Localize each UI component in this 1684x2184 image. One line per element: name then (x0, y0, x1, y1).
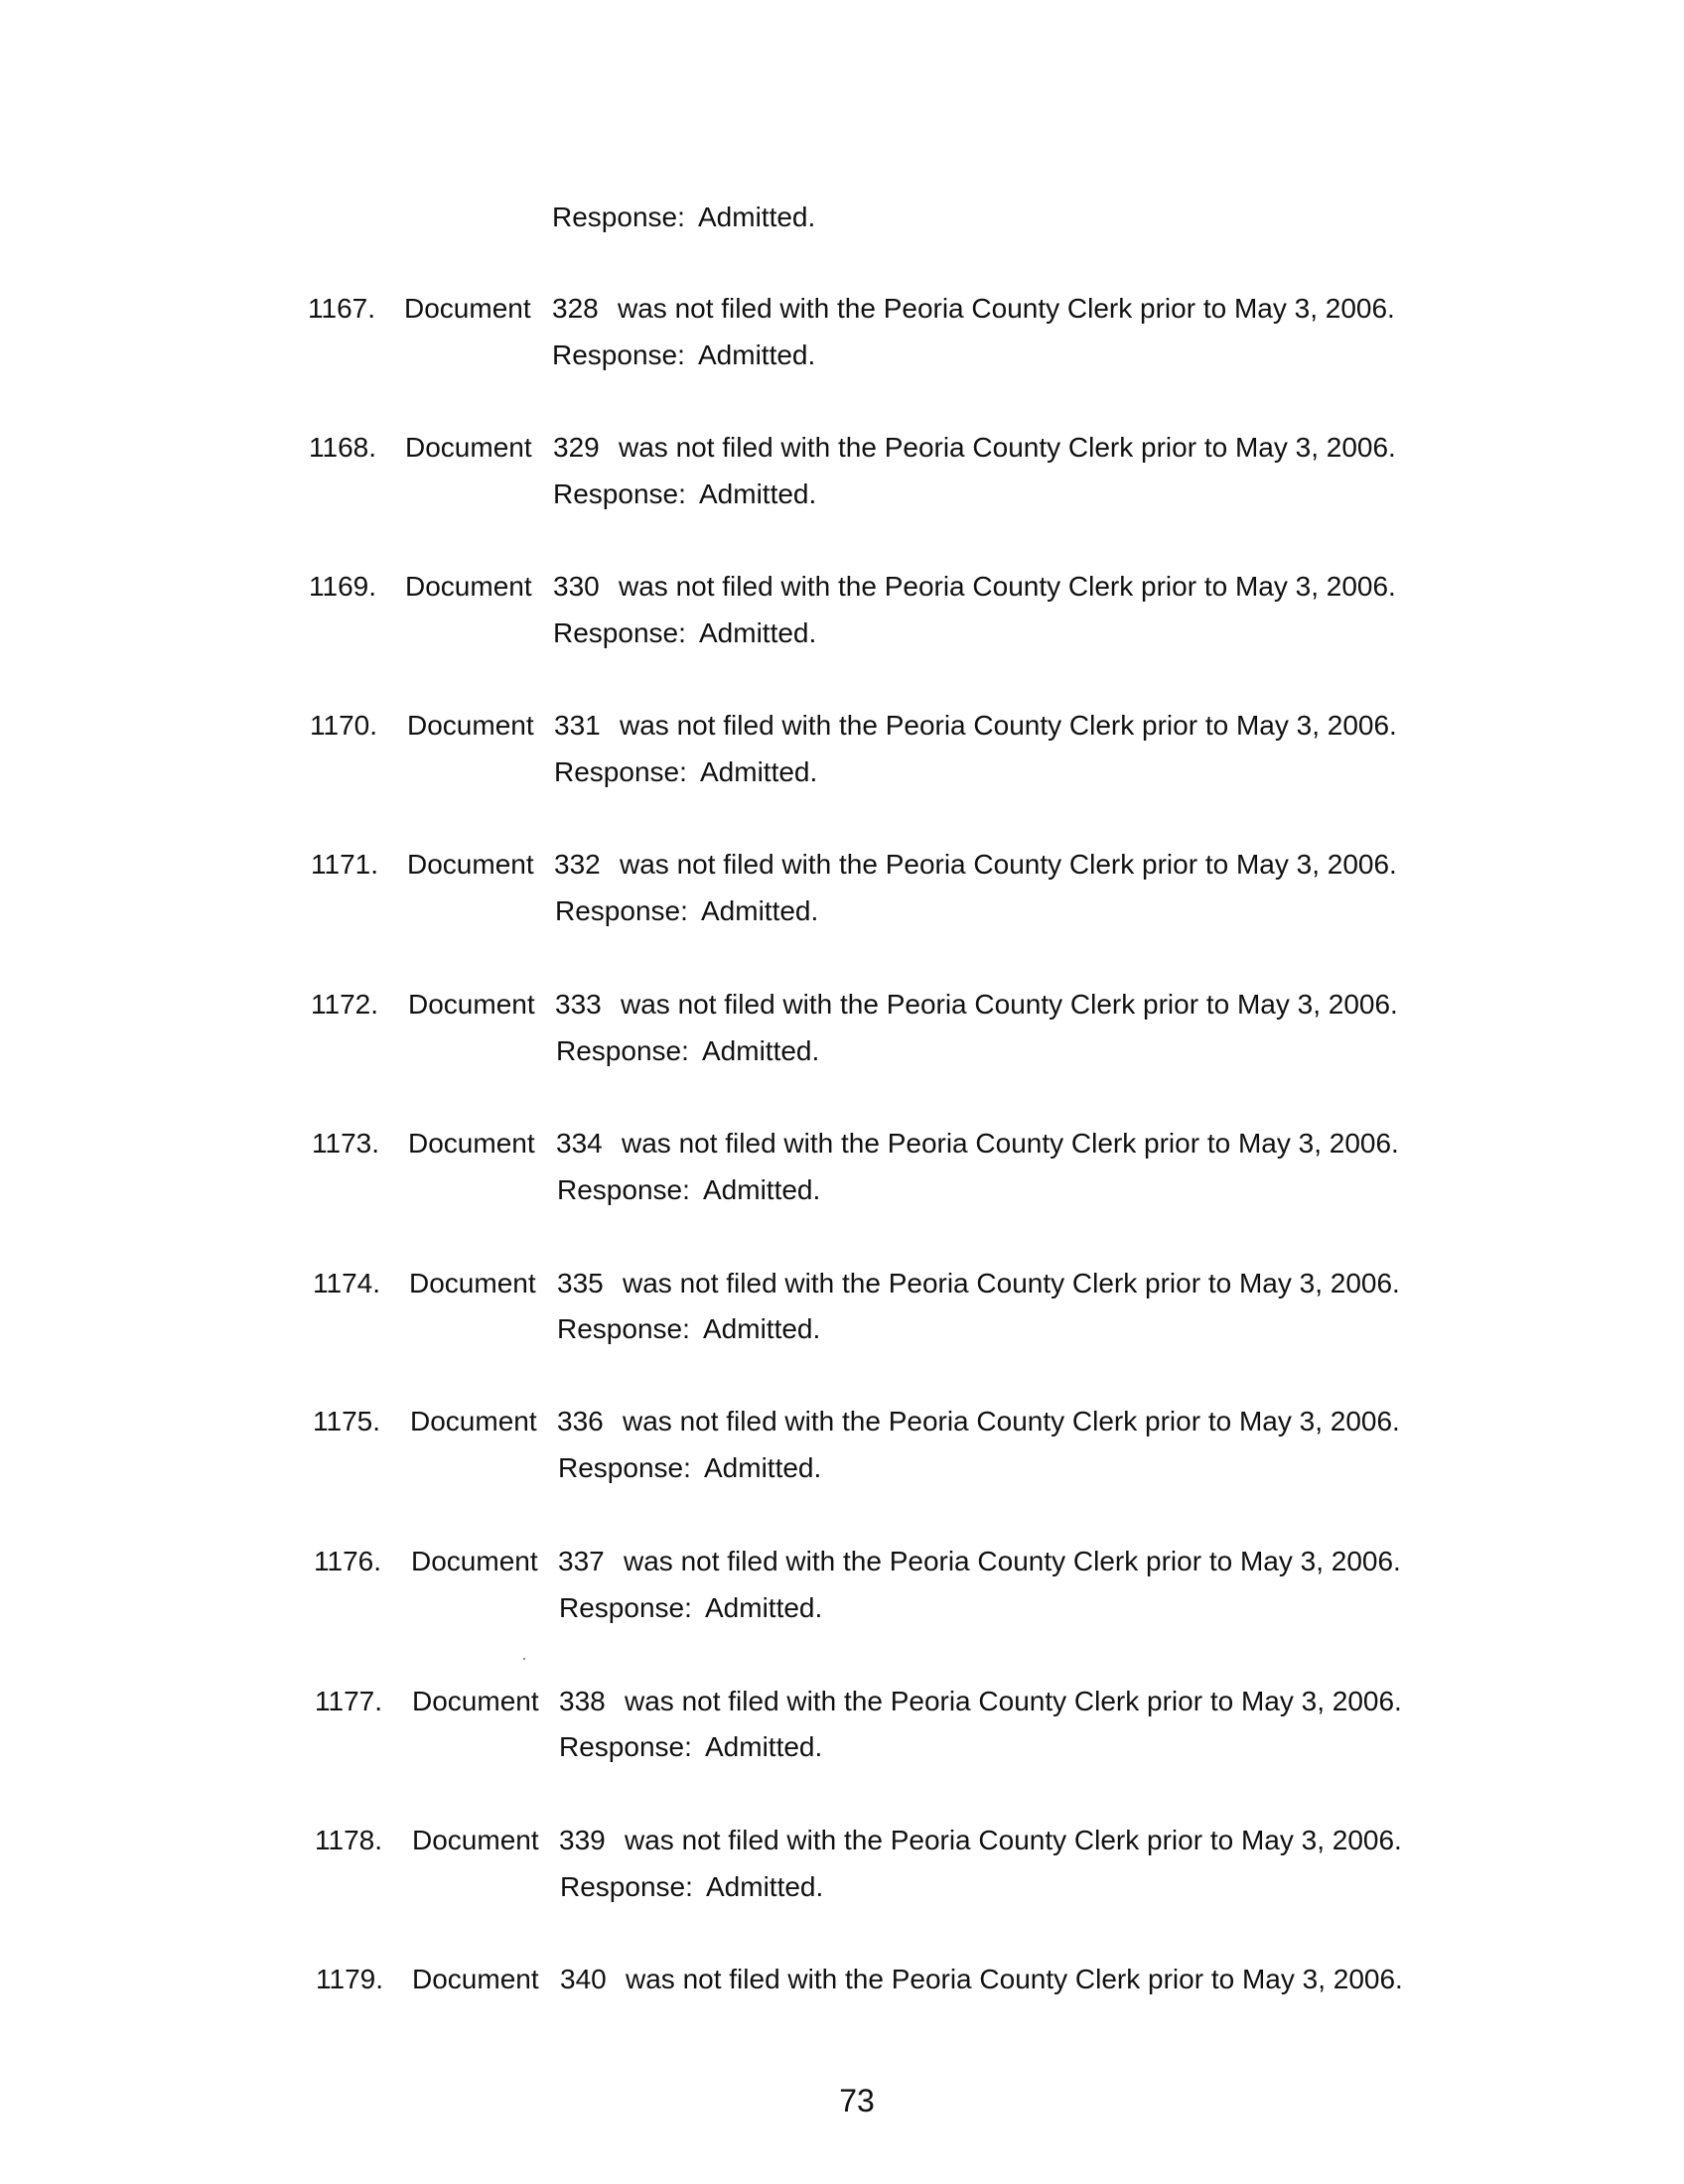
document-number: 329 (553, 432, 600, 463)
document-number: 334 (556, 1128, 603, 1159)
document-label: Document (410, 1406, 537, 1436)
response-value: Admitted. (703, 1313, 821, 1344)
document-number: 330 (553, 571, 600, 602)
response-label: Response: (560, 1871, 693, 1902)
document-label: Document (404, 293, 531, 324)
response-value: Admitted. (706, 1871, 824, 1902)
response-value: Admitted. (701, 895, 819, 926)
document-number: 337 (558, 1546, 605, 1576)
statement-text: was not filed with the Peoria County Clerk prior to May 3, 2006. (626, 1964, 1403, 1994)
response-value: Admitted. (698, 340, 816, 370)
response-label: Response: (557, 1313, 690, 1344)
statement-text: was not filed with the Peoria County Clerk prior to May 3, 2006. (623, 1268, 1400, 1298)
page-number: 73 (839, 2083, 875, 2118)
item-number: 1170. (310, 710, 377, 741)
item-number: 1176. (314, 1546, 381, 1576)
item-number: 1173. (312, 1128, 379, 1159)
response-value: Admitted. (699, 617, 817, 648)
item-number: 1171. (311, 849, 378, 880)
document-label: Document (407, 849, 534, 880)
response-label: Response: (556, 1035, 689, 1066)
response-label: Response: (553, 478, 686, 509)
response-value: Admitted. (698, 202, 816, 232)
document-label: Document (408, 989, 535, 1020)
response-label: Response: (554, 756, 687, 787)
statement-text: was not filed with the Peoria County Clerk prior to May 3, 2006. (621, 989, 1398, 1020)
document-number: 328 (552, 293, 599, 324)
document-label: Document (411, 1546, 538, 1576)
statement-text: was not filed with the Peoria County Clerk prior to May 3, 2006. (623, 1406, 1400, 1436)
document-label: Document (405, 571, 532, 602)
item-number: 1167. (308, 293, 375, 324)
document-number: 332 (554, 849, 601, 880)
document-number: 333 (555, 989, 602, 1020)
item-number: 1175. (313, 1406, 380, 1436)
response-label: Response: (552, 340, 685, 370)
statement-text: was not filed with the Peoria County Clerk prior to May 3, 2006. (620, 849, 1397, 880)
item-number: 1174. (313, 1268, 380, 1298)
response-value: Admitted. (702, 1035, 820, 1066)
item-number: 1179. (316, 1964, 383, 1994)
statement-text: was not filed with the Peoria County Clerk prior to May 3, 2006. (619, 432, 1396, 463)
response-value: Admitted. (705, 1731, 823, 1762)
document-label: Document (408, 1128, 535, 1159)
statement-text: was not filed with the Peoria County Clerk prior to May 3, 2006. (622, 1128, 1399, 1159)
item-number: 1177. (315, 1686, 382, 1716)
response-value: Admitted. (705, 1592, 823, 1623)
document-label: Document (405, 432, 532, 463)
response-label: Response: (552, 202, 685, 232)
response-label: Response: (557, 1174, 690, 1205)
response-value: Admitted. (703, 1174, 821, 1205)
statement-text: was not filed with the Peoria County Clerk prior to May 3, 2006. (618, 293, 1395, 324)
document-number: 335 (557, 1268, 604, 1298)
document-label: Document (407, 710, 534, 741)
item-number: 1172. (311, 989, 378, 1020)
scan-speck (523, 1658, 525, 1660)
statement-text: was not filed with the Peoria County Clerk prior to May 3, 2006. (625, 1825, 1402, 1855)
statement-text: was not filed with the Peoria County Clerk prior to May 3, 2006. (620, 710, 1397, 741)
document-number: 338 (559, 1686, 606, 1716)
document-label: Document (412, 1825, 539, 1855)
response-value: Admitted. (704, 1452, 822, 1483)
statement-text: was not filed with the Peoria County Clerk prior to May 3, 2006. (624, 1546, 1401, 1576)
item-number: 1168. (309, 432, 376, 463)
item-number: 1178. (315, 1825, 382, 1855)
document-label: Document (409, 1268, 536, 1298)
response-value: Admitted. (700, 756, 818, 787)
response-label: Response: (558, 1452, 691, 1483)
statement-text: was not filed with the Peoria County Clerk prior to May 3, 2006. (625, 1686, 1402, 1716)
document-label: Document (412, 1686, 539, 1716)
document-number: 339 (559, 1825, 606, 1855)
item-number: 1169. (309, 571, 376, 602)
response-label: Response: (555, 895, 688, 926)
response-label: Response: (559, 1731, 692, 1762)
document-number: 340 (560, 1964, 607, 1994)
document-number: 331 (554, 710, 601, 741)
response-value: Admitted. (699, 478, 817, 509)
statement-text: was not filed with the Peoria County Clerk prior to May 3, 2006. (619, 571, 1396, 602)
document-number: 336 (557, 1406, 604, 1436)
response-label: Response: (559, 1592, 692, 1623)
document-label: Document (412, 1964, 539, 1994)
response-label: Response: (553, 617, 686, 648)
